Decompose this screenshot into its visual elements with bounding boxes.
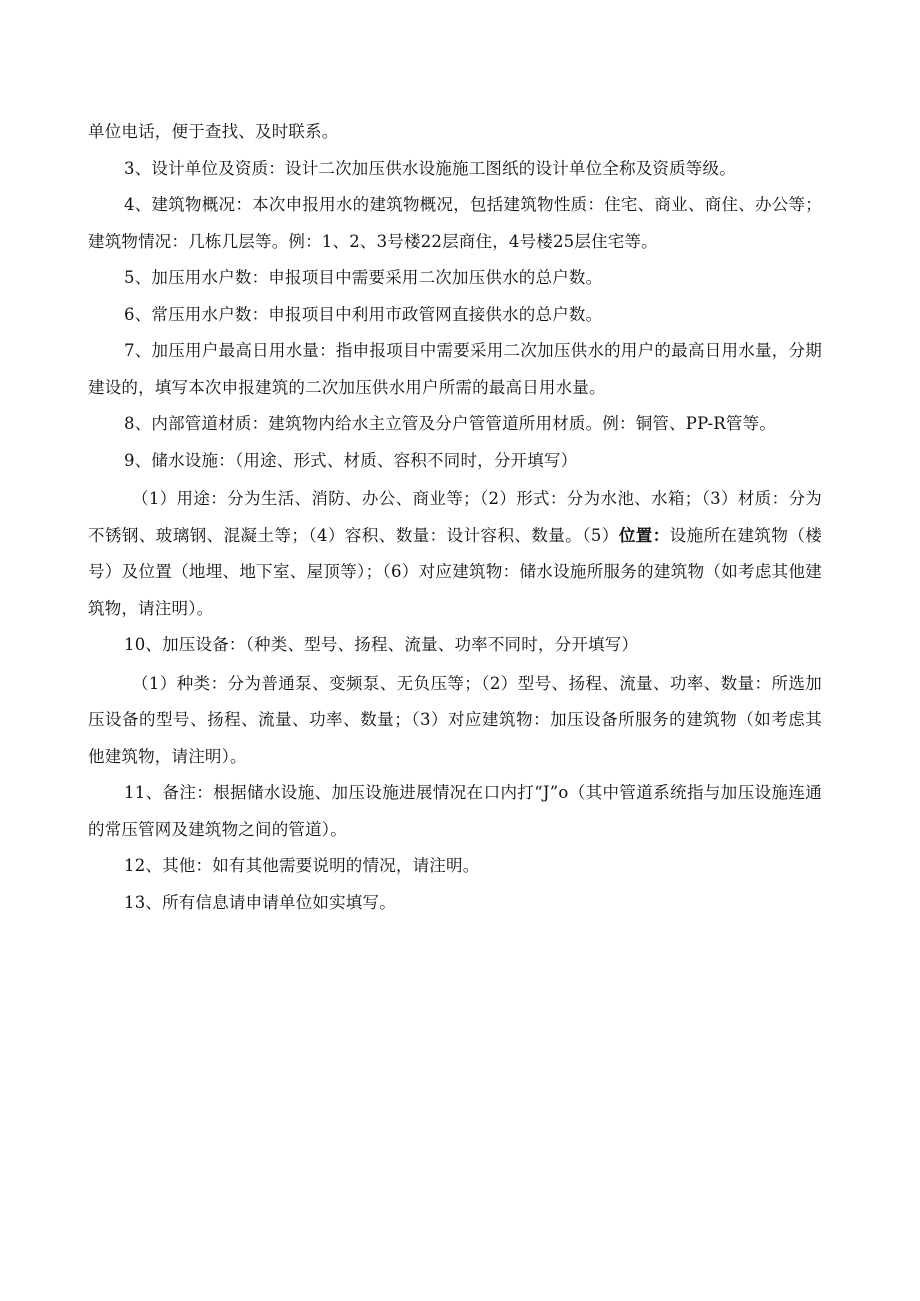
paragraph-continuation: 单位电话，便于查找、及时联系。 <box>88 122 339 141</box>
paragraph-item-3: 3、设计单位及资质：设计二次加压供水设施施工图纸的设计单位全称及资质等级。 <box>124 158 736 178</box>
paragraph-item-11: 11、备注：根据储水设施、加压设施进展情况在口内打“J”o（其中管道系统指与加压设施连通的常压管网及建筑物之间的管道）。 <box>88 783 822 839</box>
location-bold-label: 位置： <box>618 525 670 545</box>
paragraph-item-10: 10、加压设备：（种类、型号、扬程、流量、功率不同时，分开填写） <box>124 635 639 654</box>
paragraph-item-13: 13、所有信息请申请单位如实填写。 <box>124 892 396 912</box>
paragraph-item-5: 5、加压用水户数：申报项目中需要采用二次加压供水的总户数。 <box>124 268 603 287</box>
paragraph-item-12: 12、其他：如有其他需要说明的情况，请注明。 <box>124 856 480 875</box>
storage-details-text-cont: 设施所在建筑物（楼号）及位置（地埋、地下室、屋顶等）；（6）对应建筑物：储水设施所服务的建筑物（如考虑其他建筑物，请注明）。 <box>88 525 822 618</box>
storage-details-text: （1）用途：分为生活、消防、办公、商业等；（2）形式：分为水池、水箱；（3）材质：分为不锈钢、玻璃钢、混凝土等；（4）容积、数量：设计容积、数量。（5） <box>88 489 822 545</box>
document-body <box>88 114 822 921</box>
paragraph-item-10-details: （1）种类：分为普通泵、变频泵、无负压等；（2）型号、扬程、流量、功率、数量：所选加压设备的型号、扬程、流量、功率、数量；（3）对应建筑物：加压设备所服务的建筑物（如考虑其他建筑物，请注明）。 <box>88 673 822 766</box>
paragraph-item-8: 8、内部管道材质：建筑物内给水主立管及分户管管道所用材质。例：铜管、PP-R管等。 <box>124 414 776 433</box>
paragraph-item-6: 6、常压用水户数：申报项目中利用市政管网直接供水的总户数。 <box>124 304 603 324</box>
paragraph-item-7: 7、加压用户最高日用水量：指申报项目中需要采用二次加压供水的用户的最高日用水量，分期建设的，填写本次申报建筑的二次加压供水用户所需的最高日用水量。 <box>88 341 822 397</box>
paragraph-item-9-details <box>88 481 822 627</box>
paragraph-item-4: 4、建筑物概况：本次申报用水的建筑物概况，包括建筑物性质：住宅、商业、商住、办公等；建筑物情况：几栋几层等。例：1、2、3号楼22层商住，4号楼25层住宅等。 <box>88 195 822 251</box>
paragraph-item-9: 9、储水设施：（用途、形式、材质、容积不同时，分开填写） <box>124 450 578 470</box>
